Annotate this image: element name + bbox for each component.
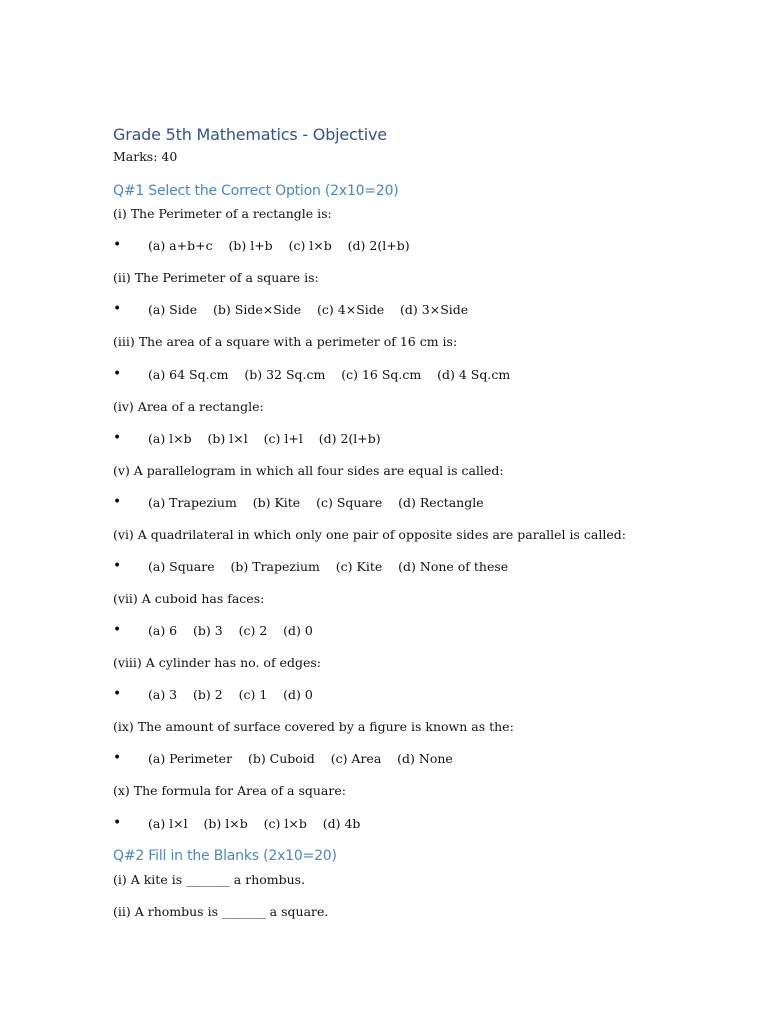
options-text: (a) Square (b) Trapezium (c) Kite (d) None of these [148, 559, 509, 574]
question-text: (ix) The amount of surface covered by a figure is known as the: [113, 719, 514, 734]
bullet-icon: • [113, 366, 122, 382]
bullet-icon: • [113, 494, 122, 510]
marks-label: Marks: 40 [113, 149, 178, 164]
bullet-icon: • [113, 301, 122, 317]
options-text: (a) 6 (b) 3 (c) 2 (d) 0 [148, 623, 313, 638]
bullet-icon: • [113, 558, 122, 574]
question-text: (iv) Area of a rectangle: [113, 399, 264, 414]
question-text: (x) The formula for Area of a square: [113, 783, 346, 798]
options-text: (a) 64 Sq.cm (b) 32 Sq.cm (c) 16 Sq.cm (d) 4 Sq.cm [148, 367, 511, 382]
question-text: (ii) The Perimeter of a square is: [113, 270, 319, 285]
options-text: (a) Perimeter (b) Cuboid (c) Area (d) None [148, 751, 453, 766]
bullet-icon: • [113, 622, 122, 638]
options-text: (a) l×b (b) l×l (c) l+l (d) 2(l+b) [148, 431, 381, 446]
question-text: (v) A parallelogram in which all four sides are equal is called: [113, 463, 504, 478]
bullet-icon: • [113, 815, 122, 831]
bullet-icon: • [113, 686, 122, 702]
question-text: (vi) A quadrilateral in which only one pair of opposite sides are parallel is called: [113, 527, 626, 542]
question-text: (vii) A cuboid has faces: [113, 591, 265, 606]
bullet-icon: • [113, 750, 122, 766]
question-text: (iii) The area of a square with a perimeter of 16 cm is: [113, 334, 458, 349]
fill-blank-item: (ii) A rhombus is _______ a square. [113, 904, 329, 919]
bullet-icon: • [113, 237, 122, 253]
options-text: (a) Side (b) Side×Side (c) 4×Side (d) 3×Side [148, 302, 469, 317]
section-heading-q2: Q#2 Fill in the Blanks (2x10=20) [113, 848, 337, 864]
section-heading-q1: Q#1 Select the Correct Option (2x10=20) [113, 183, 399, 199]
bullet-icon: • [113, 430, 122, 446]
options-text: (a) l×l (b) l×b (c) l×b (d) 4b [148, 816, 361, 831]
question-text: (viii) A cylinder has no. of edges: [113, 655, 321, 670]
fill-blank-item: (i) A kite is _______ a rhombus. [113, 872, 306, 887]
document-title: Grade 5th Mathematics - Objective [113, 125, 387, 144]
options-text: (a) Trapezium (b) Kite (c) Square (d) Rectangle [148, 495, 484, 510]
options-text: (a) a+b+c (b) l+b (c) l×b (d) 2(l+b) [148, 238, 410, 253]
question-text: (i) The Perimeter of a rectangle is: [113, 206, 332, 221]
options-text: (a) 3 (b) 2 (c) 1 (d) 0 [148, 687, 313, 702]
